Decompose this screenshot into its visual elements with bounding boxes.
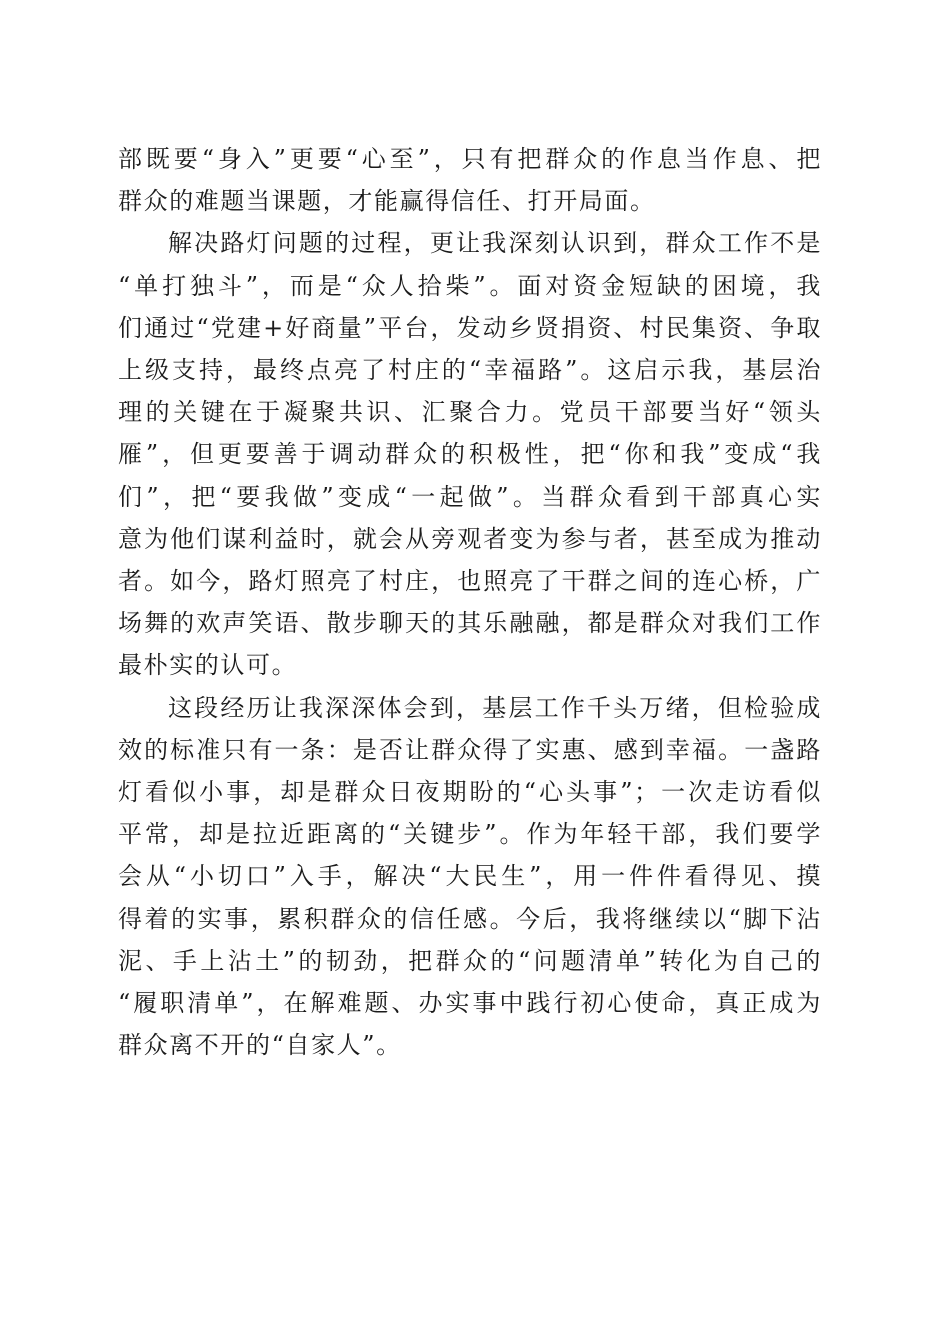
- text-line: 部既要“身入”更要“心至”，只有把群众的作息当作息、把: [118, 145, 822, 173]
- text-line: 们”，把“要我做”变成“一起做”。当群众看到干部真心实: [118, 482, 822, 511]
- paragraph-3: [118, 687, 822, 1067]
- text-line: 最朴实的认可。: [118, 651, 298, 680]
- text-line: “单打独斗”，而是“众人拾柴”。面对资金短缺的困境，我: [118, 271, 822, 300]
- text-line: 雁”，但更要善于调动群众的积极性，把“你和我”变成“我: [118, 440, 822, 469]
- text-line: 解决路灯问题的过程，更让我深刻认识到，群众工作不是: [168, 229, 822, 258]
- text-line: 群众的难题当课题，才能赢得信任、打开局面。: [118, 187, 656, 216]
- text-line: 理的关键在于凝聚共识、汇聚合力。党员干部要当好“领头: [118, 398, 822, 427]
- text-line: 平常，却是拉近距离的“关键步”。作为年轻干部，我们要学: [118, 820, 822, 849]
- text-line: 场舞的欢声笑语、散步聊天的其乐融融，都是群众对我们工作: [118, 609, 822, 638]
- paragraph-1: [118, 138, 822, 222]
- text-line: 得着的实事，累积群众的信任感。今后，我将继续以“脚下沾: [118, 904, 822, 933]
- text-line: 意为他们谋利益时，就会从旁观者变为参与者，甚至成为推动: [118, 524, 822, 553]
- body-text: [118, 138, 822, 1066]
- text-line: 效的标准只有一条：是否让群众得了实惠、感到幸福。一盏路: [118, 735, 822, 764]
- text-line: 们通过“党建+好商量”平台，发动乡贤捐资、村民集资、争取: [118, 313, 822, 342]
- text-line: 者。如今，路灯照亮了村庄，也照亮了干群之间的连心桥，广: [118, 567, 822, 596]
- text-line: 群众离不开的“自家人”。: [118, 1031, 402, 1060]
- text-line: 灯看似小事，却是群众日夜期盼的“心头事”；一次走访看似: [118, 778, 822, 807]
- text-line: 泥、手上沾土”的韧劲，把群众的“问题清单”转化为自己的: [118, 946, 822, 975]
- text-line: 会从“小切口”入手，解决“大民生”，用一件件看得见、摸: [118, 862, 822, 891]
- text-line: 这段经历让我深深体会到，基层工作千头万绪，但检验成: [168, 693, 822, 722]
- text-line: “履职清单”，在解难题、办实事中践行初心使命，真正成为: [118, 989, 822, 1018]
- paragraph-2: [118, 222, 822, 686]
- text-line: 上级支持，最终点亮了村庄的“幸福路”。这启示我，基层治: [118, 356, 822, 385]
